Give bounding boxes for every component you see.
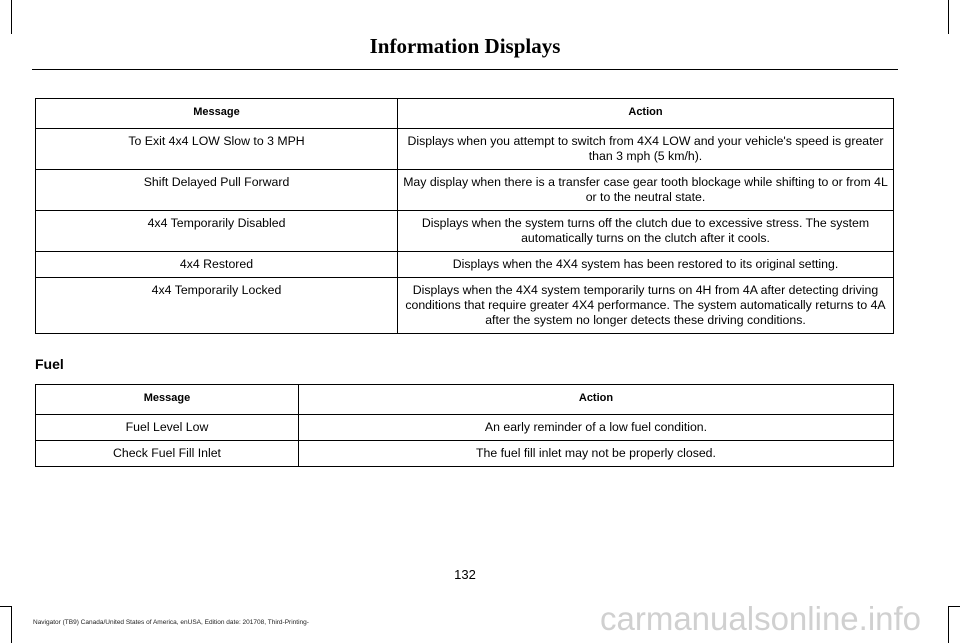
- crop-mark-top-left-v: [11, 0, 12, 34]
- crop-mark-top-right-v: [948, 0, 949, 34]
- table-row: [36, 129, 894, 170]
- message-cell: 4x4 Temporarily Locked: [36, 278, 398, 334]
- watermark-text: carmanualsonline.info: [600, 600, 922, 637]
- message-cell: Shift Delayed Pull Forward: [36, 170, 398, 211]
- fuel-messages-table: [35, 384, 894, 467]
- action-cell: The fuel fill inlet may not be properly closed.: [299, 441, 894, 467]
- message-cell: 4x4 Temporarily Disabled: [36, 211, 398, 252]
- section-title-fuel: Fuel: [35, 356, 64, 372]
- action-cell: Displays when you attempt to switch from 4X4 LOW and your vehicle's speed is greater than 3 mph (5 km/h).: [398, 129, 894, 170]
- column-header-action: Action: [398, 99, 894, 129]
- crop-mark-bottom-right-v: [948, 606, 949, 643]
- action-cell: Displays when the 4X4 system has been restored to its original setting.: [398, 252, 894, 278]
- table-row: [36, 252, 894, 278]
- crop-mark-bottom-right-h: [948, 606, 960, 607]
- column-header-action: Action: [299, 385, 894, 415]
- action-cell: May display when there is a transfer case gear tooth blockage while shifting to or from 4L or to the neutral state.: [398, 170, 894, 211]
- message-cell: 4x4 Restored: [36, 252, 398, 278]
- action-cell: Displays when the 4X4 system temporarily turns on 4H from 4A after detecting driving conditions that require greater 4X4 performance. The system automatically returns to 4A after the system no longer detects these driving conditions.: [398, 278, 894, 334]
- column-header-message: Message: [36, 99, 398, 129]
- header-rule: [32, 69, 898, 70]
- message-cell: Check Fuel Fill Inlet: [36, 441, 299, 467]
- table-row: [36, 278, 894, 334]
- table-header-row: [36, 99, 894, 129]
- table-header-row: [36, 385, 894, 415]
- crop-mark-bottom-left-v: [11, 606, 12, 643]
- page-title: Information Displays: [369, 34, 561, 58]
- crop-mark-bottom-left-h: [0, 606, 12, 607]
- message-cell: Fuel Level Low: [36, 415, 299, 441]
- drive-messages-table: [35, 98, 894, 334]
- table-row: [36, 170, 894, 211]
- table-row: [36, 441, 894, 467]
- page-number: 132: [454, 567, 476, 582]
- message-cell: To Exit 4x4 LOW Slow to 3 MPH: [36, 129, 398, 170]
- table-row: [36, 415, 894, 441]
- edition-footer: Navigator (TB9) Canada/United States of America, enUSA, Edition date: 201708, Third-Printing-: [33, 619, 309, 626]
- action-cell: Displays when the system turns off the clutch due to excessive stress. The system automatically turns on the clutch after it cools.: [398, 211, 894, 252]
- table-row: [36, 211, 894, 252]
- action-cell: An early reminder of a low fuel condition.: [299, 415, 894, 441]
- column-header-message: Message: [36, 385, 299, 415]
